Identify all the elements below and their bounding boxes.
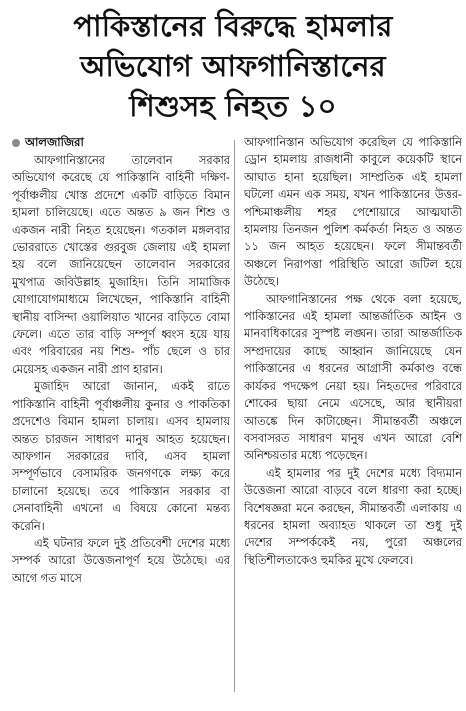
headline-line-3: শিশুসহ নিহত ১০ <box>129 89 337 123</box>
left-paragraph-1: আফগানিস্তানের তালেবান সরকার অভিযোগ করেছে যে পাকিস্তানি বাহিনী দক্ষিণ-পূর্বাঞ্চলীয় খোস্ত প্রদেশে একটি বাড়িতে বিমান হামলা চালিয়েছে। এতে অন্তত ৯ জন শিশু ও একজন নারী নিহত হয়েছেন। গতকাল মঙ্গলবার ভোররাতে খোস্তের গুরবুজ জেলায় এই হামলা হয় বলে জানিয়েছেন তালেবান সরকারের মুখপাত্র জবিউল্লাহ মুজাহিদ। তিনি সামাজিক যোগাযোগমাধ্যমে লিখেছেন, পাকিস্তানি বাহিনী স্থানীয় বাসিন্দা ওয়ালিয়াত খানের বাড়িতে বোমা ফেলে। এতে তার বাড়ি সম্পূর্ণ ধ্বংস হয়ে যায় এবং পরিবারের নয় শিশু- পাঁচ ছেলে ও চার মেয়েসহ একজন নারী প্রাণ হারান। <box>12 154 230 376</box>
left-paragraph-3: এই ঘটনার ফলে দুই প্রতিবেশী দেশের মধ্যে সম্পর্ক আরো উত্তেজনাপূর্ণ হয়ে উঠেছে। এর আগে গত মাসে <box>12 536 230 585</box>
right-paragraph-2: আফগানিস্তানের পক্ষ থেকে বলা হয়েছে, পাকিস্তানের এই হামলা আন্তর্জাতিক আইন ও মানবাধিকারের সুস্পষ্ট লঙ্ঘন। তারা আন্তর্জাতিক সম্প্রদায়ের কাছে আহ্বান জানিয়েছে যেন পাকিস্তানের এ ধরনের আগ্রাসী কর্মকাণ্ড বন্ধে কার্যকর পদক্ষেপ নেয়া হয়। নিহতদের পরিবারে শোকের ছায়া নেমে এসেছে, আর স্থানীয়রা আতঙ্কে দিন কাটাচ্ছেন। সীমান্তবর্তী অঞ্চলে বসবাসরত সাধারণ মানুষ এখন আরো বেশি অনিশ্চয়তার মধ্যে পড়েছেন। <box>244 292 462 463</box>
article-body <box>6 134 460 694</box>
right-column <box>244 134 462 694</box>
right-paragraph-1: আফগানিস্তান অভিযোগ করেছিল যে পাকিস্তানি ড্রোন হামলায় রাজধানী কাবুলে কয়েকটি স্থানে আঘাত হানা হয়েছিল। সাম্প্রতিক এই হামলা ঘটলো এমন এক সময়, যখন পাকিস্তানের উত্তর-পশ্চিমাঞ্চলীয় শহর পেশোয়ারে আত্মঘাতী হামলায় তিনজন পুলিশ কর্মকর্তা নিহত ও অন্তত ১১ জন আহত হয়েছেন। ফলে সীমান্তবর্তী অঞ্চলে নিরাপত্তা পরিস্থিতি আরো জটিল হয়ে উঠেছে। <box>244 136 462 289</box>
right-paragraph-3: এই হামলার পর দুই দেশের মধ্যে বিদ্যমান উত্তেজনা আরো বাড়বে বলে ধারণা করা হচ্ছে। বিশেষজ্ঞরা মনে করছেন, সীমান্তবর্তী এলাকায় এ ধরনের হামলা অব্যাহত থাকলে তা শুধু দুই দেশের সম্পর্ককেই নয়, পুরো অঞ্চলের স্থিতিশীলতাকেও হুমকির মুখে ফেলবে। <box>244 466 462 567</box>
left-column <box>12 134 230 694</box>
headline-line-2: অভিযোগ আফগানিস্তানের <box>80 49 386 83</box>
source-label: আলজাজিরা <box>25 135 84 149</box>
left-paragraph-2: মুজাহিদ আরো জানান, একই রাতে পাকিস্তানি বাহিনী পূর্বাঞ্চলীয় কুনার ও পাকতিকা প্রদেশেও বিমান হামলা চালায়। এসব হামলায় অন্তত চারজন সাধারণ মানুষ আহত হয়েছেন। আফগান সরকারের দাবি, এসব হামলা সম্পূর্ণভাবে বেসামরিক জনগণকে লক্ষ্য করে চালানো হয়েছে। তবে পাকিস্তান সরকার বা সেনাবাহিনী এখনো এ বিষয়ে কোনো মন্তব্য করেনি। <box>12 380 230 533</box>
headline <box>6 6 460 126</box>
source-credit <box>12 134 230 151</box>
bullet-icon <box>12 139 20 147</box>
headline-line-1: পাকিস্তানের বিরুদ্ধে হামলার <box>73 9 393 43</box>
column-divider <box>234 140 235 692</box>
